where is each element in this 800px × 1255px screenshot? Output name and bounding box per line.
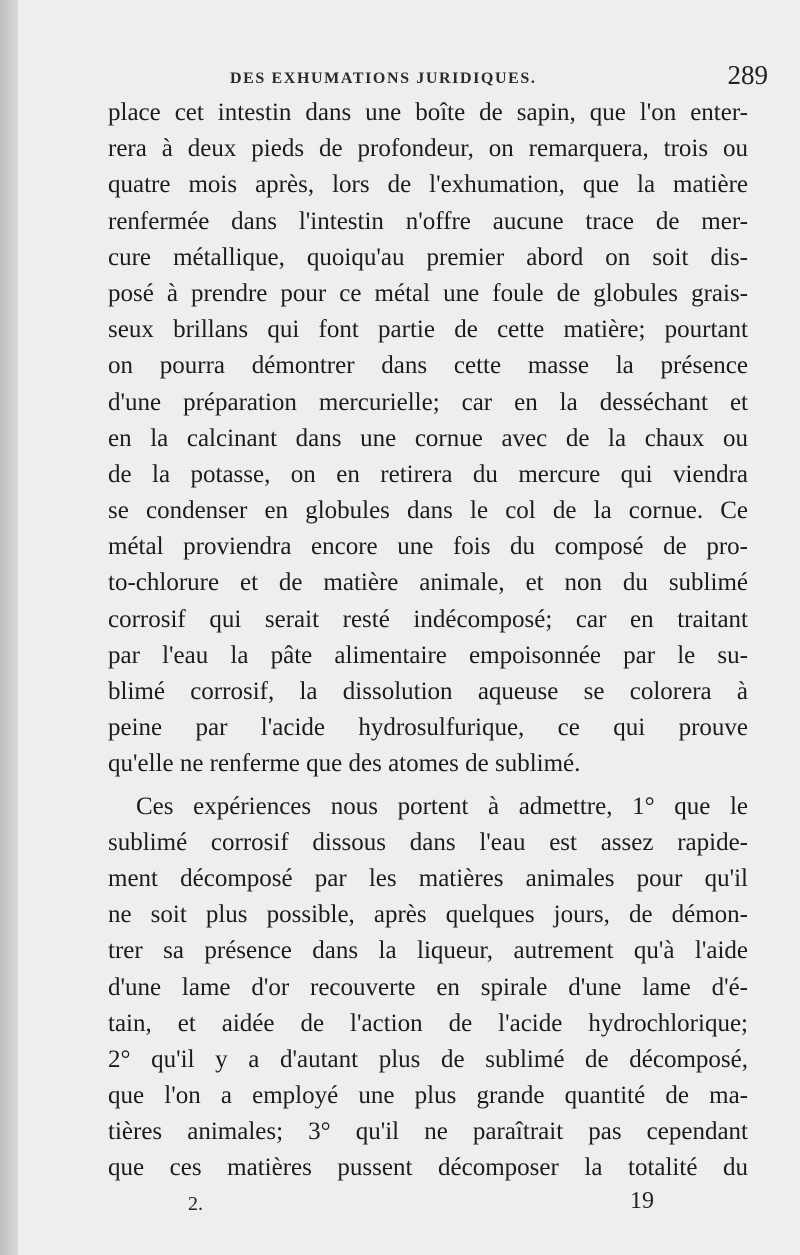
page-edge	[0, 0, 18, 1255]
paragraph-2	[108, 789, 748, 1187]
signature-mark: 2.	[188, 1193, 203, 1215]
text-line: Ces expériences nous portent à admettre, 1° que le	[136, 792, 748, 820]
text-line: d'une préparation mercurielle; car en la desséchant et	[108, 388, 748, 416]
text-line: 2° qu'il y a d'autant plus de sublimé de décomposé,	[108, 1045, 748, 1073]
text-line: cure métallique, quoiqu'au premier abord on soit dis-	[108, 243, 748, 271]
page-number: 289	[727, 60, 768, 90]
text-line: en la calcinant dans une cornue avec de la chaux ou	[108, 424, 748, 452]
text-line: métal proviendra encore une fois du composé de pro-	[108, 533, 748, 561]
text-line: sublimé corrosif dissous dans l'eau est assez rapide-	[108, 828, 748, 856]
text-line: de la potasse, on en retirera du mercure qui viendra	[108, 460, 748, 488]
paragraph-1	[108, 95, 748, 783]
text-line: que ces matières pussent décomposer la totalité du	[108, 1154, 748, 1182]
text-line: blimé corrosif, la dissolution aqueuse se colorera à	[108, 678, 748, 705]
text-line: posé à prendre pour ce métal une foule de globules grais-	[108, 279, 748, 307]
body-text	[108, 95, 748, 1187]
text-line: se condenser en globules dans le col de la cornue. Ce	[108, 497, 748, 525]
text-line: que l'on a employé une plus grande quantité de ma-	[108, 1082, 748, 1110]
text-line: place cet intestin dans une boîte de sapin, que l'on enter-	[108, 99, 748, 126]
text-line: rera à deux pieds de profondeur, on remarquera, trois ou	[108, 135, 748, 163]
text-line: corrosif qui serait resté indécomposé; car en traitant	[108, 605, 748, 633]
text-line: tain, et aidée de l'action de l'acide hydrochlorique;	[108, 1009, 748, 1037]
text-line: d'une lame d'or recouverte en spirale d'une lame d'é-	[108, 973, 748, 1001]
text-line: quatre mois après, lors de l'exhumation, que la matière	[108, 171, 748, 199]
text-line: ne soit plus possible, après quelques jours, de démon-	[108, 901, 748, 929]
text-line: to-chlorure et de matière animale, et non du sublimé	[108, 569, 748, 597]
text-line: qu'elle ne renferme que des atomes de sublimé.	[108, 750, 581, 778]
text-line: par l'eau la pâte alimentaire empoisonnée par le su-	[108, 641, 748, 669]
gathering-number: 19	[630, 1188, 654, 1214]
text-line: tières animales; 3° qu'il ne paraîtrait pas cependant	[108, 1118, 748, 1146]
text-line: ment décomposé par les matières animales pour qu'il	[108, 864, 748, 892]
text-line: peine par l'acide hydrosulfurique, ce qui prouve	[108, 714, 748, 742]
text-line: renfermée dans l'intestin n'offre aucune trace de mer-	[108, 207, 748, 235]
running-header: DES EXHUMATIONS JURIDIQUES.	[230, 70, 537, 87]
text-line: seux brillans qui font partie de cette matière; pourtant	[108, 316, 748, 344]
text-line: trer sa présence dans la liqueur, autrement qu'à l'aide	[108, 937, 748, 965]
text-line: on pourra démontrer dans cette masse la présence	[108, 352, 748, 380]
